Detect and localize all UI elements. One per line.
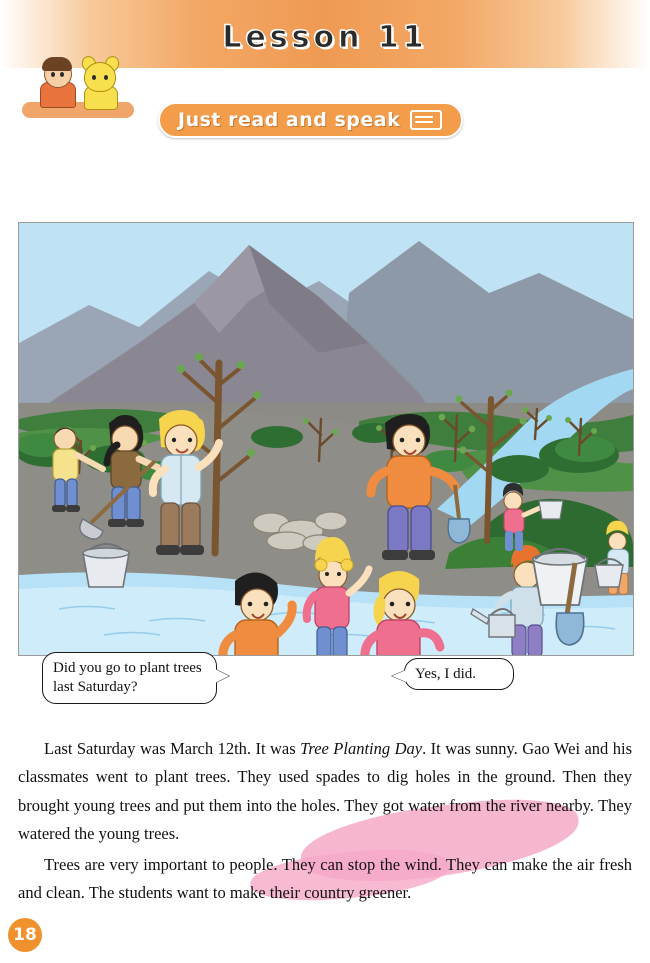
mascot-yellow-eye-right [104,75,108,80]
reading-p1-part2: . It was sunny. Gao Wei and his classmates went to plant trees. They used spades to dig holes in the ground. Then they brought young trees and put them into the holes. They got water from the river nearby. They watered the young trees. [18,739,633,844]
reading-p1-part1: Last Saturday was March 12th. It was [44,739,301,758]
lesson-illustration [18,222,634,656]
page-title: Lesson 11 [222,20,428,55]
reading-paragraph-1 [18,735,632,849]
section-banner-label: Just read and speak [178,109,401,131]
reading-passage [18,735,632,909]
mascot-boy-eye-left [51,72,55,77]
reading-p1-italic: Tree Planting Day [300,739,423,758]
mascot-characters [22,58,134,120]
speech-bubble-answer: Yes, I did. [404,658,514,690]
page-number: 18 [8,918,42,952]
mascot-yellow-head [84,62,116,92]
speech-bubble-question: Did you go to plant trees last Saturday? [42,652,217,704]
cassette-tape-icon [410,110,442,130]
illustration-svg [19,223,633,655]
section-banner [158,102,463,138]
mascot-boy-hair [42,57,72,71]
mascot-yellow-eye-left [92,75,96,80]
mascot-boy-eye-right [60,72,64,77]
reading-paragraph-2: Trees are very important to people. They can stop the wind. They can make the air fresh and clean. The students want to make their country greener. [18,854,632,902]
